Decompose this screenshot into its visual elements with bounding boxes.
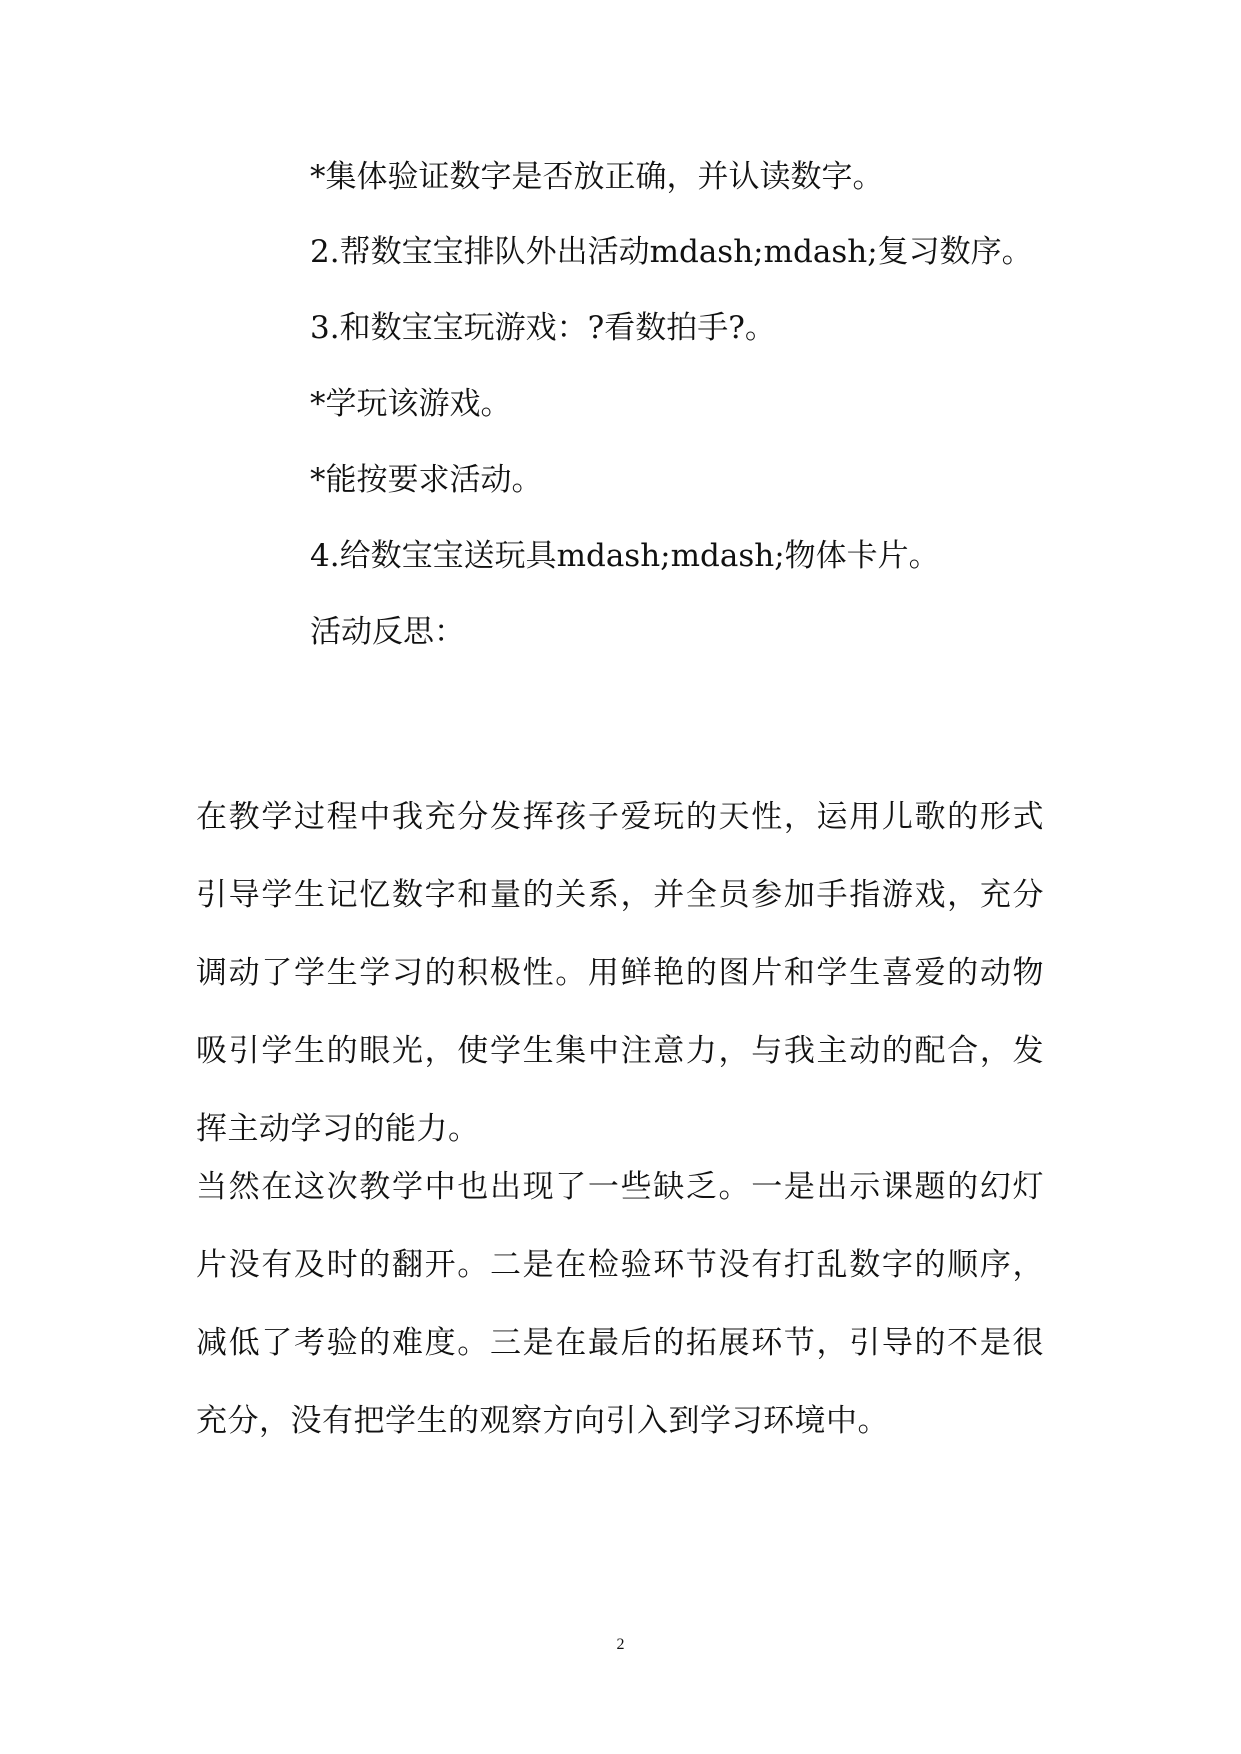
step-line-learn-game: *学玩该游戏。 xyxy=(310,386,512,422)
step-line-toy-cards: 4.给数宝宝送玩具mdash;mdash;物体卡片。 xyxy=(310,538,940,574)
page-number: 2 xyxy=(616,1636,625,1653)
step-line-queue-order: 2.帮数宝宝排队外出活动mdash;mdash;复习数序。 xyxy=(310,234,1033,270)
step-line-game: 3.和数宝宝玩游戏：?看数拍手?。 xyxy=(310,310,776,346)
step-line-follow-rules: *能按要求活动。 xyxy=(310,462,543,498)
section-heading-reflection: 活动反思： xyxy=(310,614,465,650)
reflection-paragraph-2: 当然在这次教学中也出现了一些缺乏。一是出示课题的幻灯片没有及时的翻开。二是在检验环节没有打乱数字的顺序，减低了考验的难度。三是在最后的拓展环节，引导的不是很充分，没有把学生的观察方向引入到学习环境中。 xyxy=(196,1169,1044,1439)
step-line-verify-digits: *集体验证数字是否放正确，并认读数字。 xyxy=(310,159,884,195)
reflection-paragraph-1: 在教学过程中我充分发挥孩子爱玩的天性，运用儿歌的形式引导学生记忆数字和量的关系，并全员参加手指游戏，充分调动了学生学习的积极性。用鲜艳的图片和学生喜爱的动物吸引学生的眼光，使学生集中注意力，与我主动的配合，发挥主动学习的能力。 xyxy=(196,799,1044,1147)
